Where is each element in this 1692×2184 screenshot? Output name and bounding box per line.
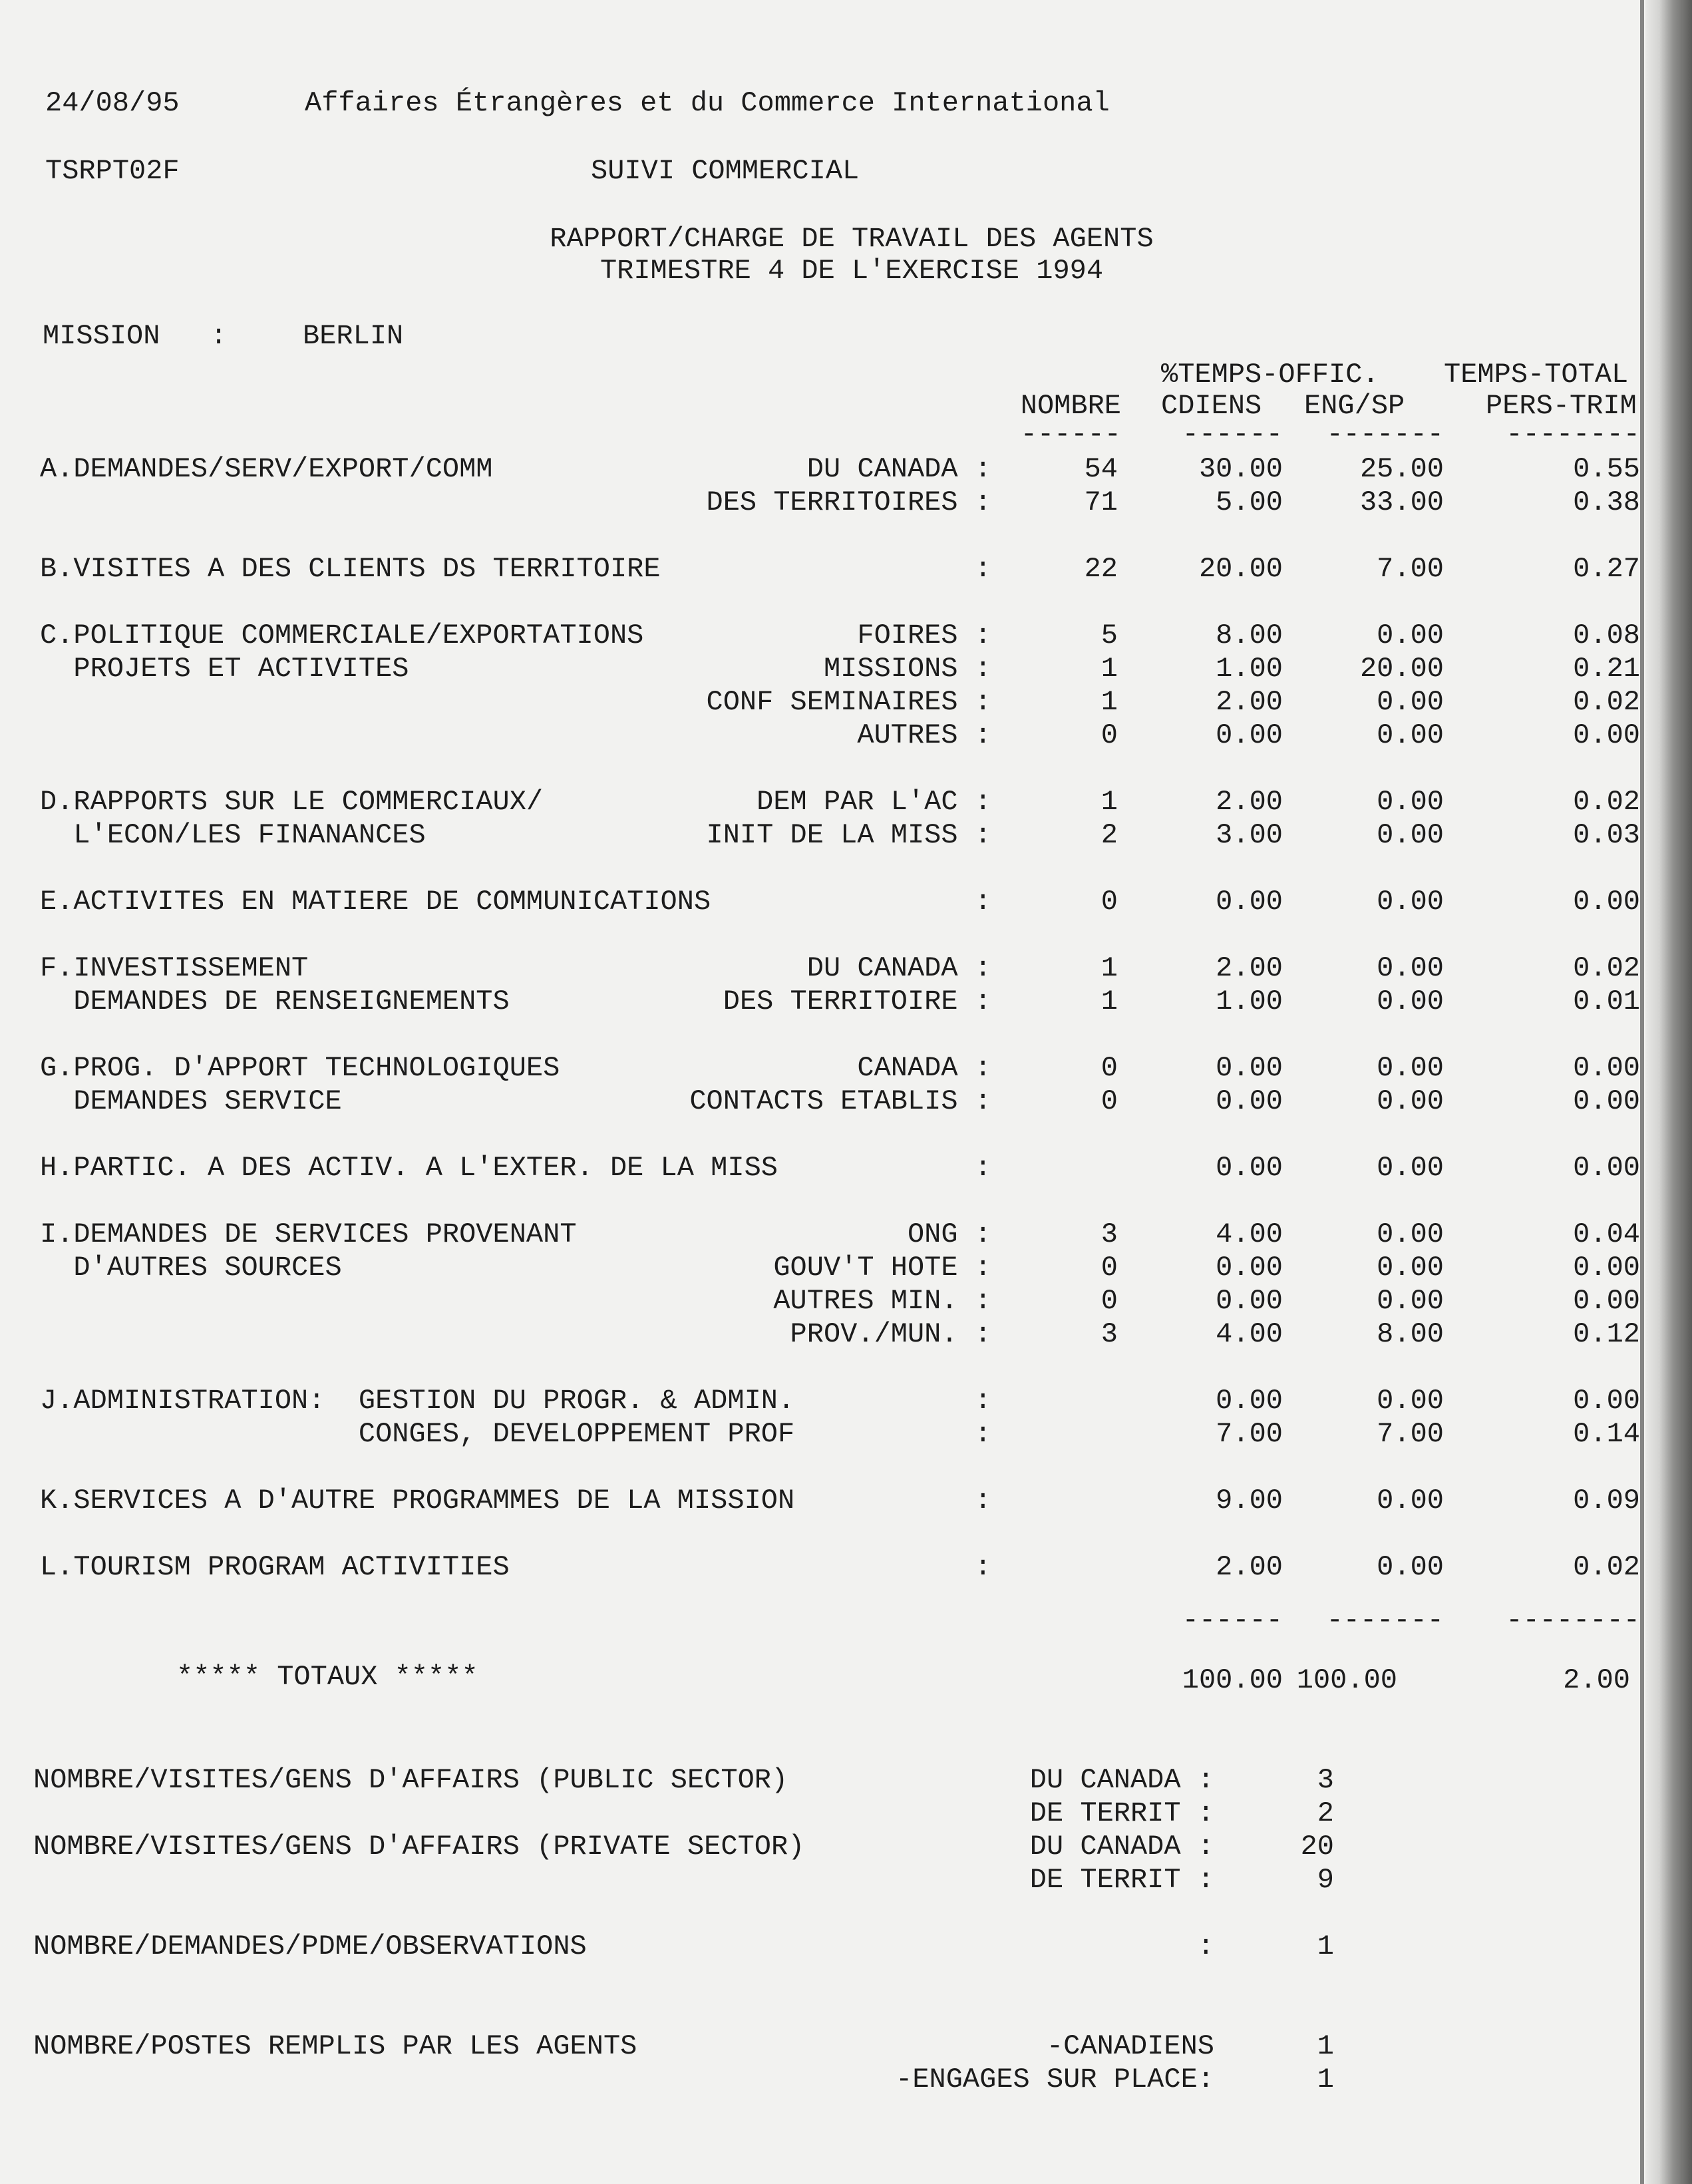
totals-cdiens: 100.00 <box>1182 1664 1283 1696</box>
row-pers: 0.02 <box>1573 786 1640 818</box>
row-nombre: 1 <box>1100 686 1118 718</box>
row-pers: 0.02 <box>1573 952 1640 984</box>
row-cdiens: 0.00 <box>1216 886 1283 918</box>
row-nombre: 54 <box>1084 453 1118 485</box>
row-sublabel: FOIRES : <box>857 620 991 651</box>
row-nombre: 0 <box>1100 1285 1118 1317</box>
row-cdiens: 3.00 <box>1216 819 1283 851</box>
footer-label: NOMBRE/DEMANDES/PDME/OBSERVATIONS <box>33 1930 587 1962</box>
footer-sublabel: : <box>1197 1930 1214 1962</box>
col-engsp-rule: ------- <box>1326 419 1444 451</box>
row-engsp: 0.00 <box>1377 1085 1444 1117</box>
row-sublabel: PROV./MUN. : <box>790 1318 991 1350</box>
row-pers: 0.09 <box>1573 1485 1640 1517</box>
row-cdiens: 0.00 <box>1216 1052 1283 1084</box>
row-label: H.PARTIC. A DES ACTIV. A L'EXTER. DE LA MISS <box>40 1152 778 1184</box>
row-pers: 0.00 <box>1573 1285 1640 1317</box>
row-sublabel: : <box>974 553 991 585</box>
row-label: C.POLITIQUE COMMERCIALE/EXPORTATIONS <box>40 620 644 651</box>
row-cdiens: 2.00 <box>1216 786 1283 818</box>
row-nombre: 22 <box>1084 553 1118 585</box>
row-engsp: 0.00 <box>1377 986 1444 1017</box>
row-nombre: 1 <box>1100 653 1118 685</box>
report-date: 24/08/95 <box>45 87 180 119</box>
row-sublabel: DES TERRITOIRES : <box>706 486 991 518</box>
mission-value: BERLIN <box>303 320 404 352</box>
row-sublabel: : <box>974 1152 991 1184</box>
row-engsp: 0.00 <box>1377 1485 1444 1517</box>
row-label: K.SERVICES A D'AUTRE PROGRAMMES DE LA MISSION <box>40 1485 795 1517</box>
row-label: E.ACTIVITES EN MATIERE DE COMMUNICATIONS <box>40 886 711 918</box>
col-perstrim: PERS-TRIM <box>1486 390 1637 422</box>
row-cdiens: 9.00 <box>1216 1485 1283 1517</box>
footer-sublabel: DU CANADA : <box>1029 1764 1214 1796</box>
row-nombre: 71 <box>1084 486 1118 518</box>
row-sublabel: : <box>974 1485 991 1517</box>
totals-engsp-rule: ------- <box>1326 1604 1444 1636</box>
row-label: DEMANDES DE RENSEIGNEMENTS <box>40 986 510 1017</box>
row-engsp: 25.00 <box>1359 453 1444 485</box>
row-engsp: 0.00 <box>1377 819 1444 851</box>
row-pers: 0.00 <box>1573 1152 1640 1184</box>
row-nombre: 0 <box>1100 1252 1118 1284</box>
row-engsp: 7.00 <box>1377 1418 1444 1450</box>
row-sublabel: : <box>974 1385 991 1417</box>
row-engsp: 0.00 <box>1377 719 1444 751</box>
footer-value: 2 <box>1317 1797 1334 1829</box>
report-code: TSRPT02F <box>45 155 180 187</box>
row-pers: 0.27 <box>1573 553 1640 585</box>
row-label: F.INVESTISSEMENT <box>40 952 309 984</box>
col-nombre: NOMBRE <box>1020 390 1121 422</box>
footer-sublabel: DU CANADA : <box>1029 1831 1214 1863</box>
row-sublabel: DU CANADA : <box>806 453 991 485</box>
row-nombre: 3 <box>1100 1318 1118 1350</box>
row-pers: 0.55 <box>1573 453 1640 485</box>
report-title-line1: RAPPORT/CHARGE DE TRAVAIL DES AGENTS <box>550 223 1154 255</box>
footer-value: 1 <box>1317 2064 1334 2095</box>
row-pers: 0.14 <box>1573 1418 1640 1450</box>
row-sublabel: AUTRES MIN. : <box>773 1285 991 1317</box>
row-label: PROJETS ET ACTIVITES <box>40 653 409 685</box>
row-cdiens: 5.00 <box>1216 486 1283 518</box>
row-engsp: 0.00 <box>1377 1218 1444 1250</box>
row-engsp: 0.00 <box>1377 1285 1444 1317</box>
row-label: L.TOURISM PROGRAM ACTIVITIES <box>40 1551 510 1583</box>
col-perstrim-rule: -------- <box>1506 419 1640 451</box>
row-label: I.DEMANDES DE SERVICES PROVENANT <box>40 1218 577 1250</box>
row-cdiens: 1.00 <box>1216 653 1283 685</box>
col-nombre-rule: ------ <box>1020 419 1121 451</box>
row-sublabel: : <box>974 886 991 918</box>
row-engsp: 20.00 <box>1359 653 1444 685</box>
row-pers: 0.00 <box>1573 719 1640 751</box>
row-label: G.PROG. D'APPORT TECHNOLOGIQUES <box>40 1052 560 1084</box>
system-name: SUIVI COMMERCIAL <box>591 155 860 187</box>
totals-label: ***** TOTAUX ***** <box>176 1661 478 1693</box>
row-label: D'AUTRES SOURCES <box>40 1252 342 1284</box>
row-engsp: 0.00 <box>1377 1152 1444 1184</box>
row-engsp: 0.00 <box>1377 1385 1444 1417</box>
row-pers: 0.00 <box>1573 1052 1640 1084</box>
row-pers: 0.12 <box>1573 1318 1640 1350</box>
row-pers: 0.00 <box>1573 1085 1640 1117</box>
row-engsp: 0.00 <box>1377 952 1444 984</box>
row-sublabel: MISSIONS : <box>823 653 991 685</box>
row-pers: 0.00 <box>1573 1385 1640 1417</box>
row-cdiens: 0.00 <box>1216 1252 1283 1284</box>
row-label: B.VISITES A DES CLIENTS DS TERRITOIRE <box>40 553 661 585</box>
row-cdiens: 20.00 <box>1198 553 1283 585</box>
row-label: D.RAPPORTS SUR LE COMMERCIAUX/ <box>40 786 544 818</box>
row-pers: 0.21 <box>1573 653 1640 685</box>
scan-edge-line <box>1640 0 1644 2184</box>
totals-pers-rule: -------- <box>1506 1604 1640 1636</box>
footer-value: 20 <box>1300 1831 1334 1863</box>
row-engsp: 33.00 <box>1359 486 1444 518</box>
row-cdiens: 2.00 <box>1216 1551 1283 1583</box>
row-engsp: 7.00 <box>1377 553 1444 585</box>
row-sublabel: CONF SEMINAIRES : <box>706 686 991 718</box>
row-sublabel: DES TERRITOIRE : <box>723 986 991 1017</box>
row-cdiens: 4.00 <box>1216 1218 1283 1250</box>
row-label: J.ADMINISTRATION: GESTION DU PROGR. & ADMIN. <box>40 1385 795 1417</box>
footer-value: 9 <box>1317 1864 1334 1896</box>
row-sublabel: CONTACTS ETABLIS : <box>689 1085 991 1117</box>
col-cdiens-rule: ------ <box>1182 419 1283 451</box>
row-sublabel: GOUV'T HOTE : <box>773 1252 991 1284</box>
row-nombre: 2 <box>1100 819 1118 851</box>
mission-label: MISSION : <box>43 320 228 352</box>
footer-sublabel: DE TERRIT : <box>1029 1864 1214 1896</box>
row-sublabel: CANADA : <box>857 1052 991 1084</box>
row-nombre: 0 <box>1100 1085 1118 1117</box>
row-label: L'ECON/LES FINANANCES <box>40 819 426 851</box>
row-pers: 0.08 <box>1573 620 1640 651</box>
row-nombre: 1 <box>1100 952 1118 984</box>
row-cdiens: 30.00 <box>1198 453 1283 485</box>
row-engsp: 8.00 <box>1377 1318 1444 1350</box>
row-sublabel: AUTRES : <box>857 719 991 751</box>
row-cdiens: 4.00 <box>1216 1318 1283 1350</box>
row-nombre: 1 <box>1100 986 1118 1017</box>
row-cdiens: 8.00 <box>1216 620 1283 651</box>
row-pers: 0.03 <box>1573 819 1640 851</box>
row-engsp: 0.00 <box>1377 1252 1444 1284</box>
row-pers: 0.02 <box>1573 686 1640 718</box>
row-sublabel: : <box>974 1551 991 1583</box>
row-engsp: 0.00 <box>1377 620 1444 651</box>
row-pers: 0.02 <box>1573 1551 1640 1583</box>
footer-value: 3 <box>1317 1764 1334 1796</box>
totals-engsp: 100.00 <box>1296 1664 1397 1696</box>
row-nombre: 0 <box>1100 1052 1118 1084</box>
footer-label: NOMBRE/VISITES/GENS D'AFFAIRS (PRIVATE SECTOR) <box>33 1831 805 1863</box>
row-nombre: 3 <box>1100 1218 1118 1250</box>
row-nombre: 1 <box>1100 786 1118 818</box>
ministry-name: Affaires Étrangères et du Commerce International <box>305 87 1110 119</box>
totals-pers: 2.00 <box>1563 1664 1630 1696</box>
row-nombre: 0 <box>1100 886 1118 918</box>
row-pers: 0.04 <box>1573 1218 1640 1250</box>
scan-edge-shadow <box>1645 0 1692 2184</box>
row-sublabel: ONG : <box>907 1218 991 1250</box>
row-engsp: 0.00 <box>1377 686 1444 718</box>
row-pers: 0.01 <box>1573 986 1640 1017</box>
col-cdiens: CDIENS <box>1161 390 1262 422</box>
footer-sublabel: DE TERRIT : <box>1029 1797 1214 1829</box>
row-cdiens: 0.00 <box>1216 1085 1283 1117</box>
row-cdiens: 0.00 <box>1216 1385 1283 1417</box>
row-sublabel: INIT DE LA MISS : <box>706 819 991 851</box>
report-title-line2: TRIMESTRE 4 DE L'EXERCISE 1994 <box>599 255 1104 287</box>
col-group-temps-total: TEMPS-TOTAL <box>1444 359 1629 391</box>
footer-sublabel: -ENGAGES SUR PLACE: <box>896 2064 1214 2095</box>
row-pers: 0.00 <box>1573 1252 1640 1284</box>
row-nombre: 5 <box>1100 620 1118 651</box>
row-cdiens: 7.00 <box>1216 1418 1283 1450</box>
row-engsp: 0.00 <box>1377 886 1444 918</box>
footer-value: 1 <box>1317 1930 1334 1962</box>
footer-label: NOMBRE/POSTES REMPLIS PAR LES AGENTS <box>33 2030 637 2062</box>
row-cdiens: 2.00 <box>1216 952 1283 984</box>
row-label: A.DEMANDES/SERV/EXPORT/COMM <box>40 453 493 485</box>
row-sublabel: DU CANADA : <box>806 952 991 984</box>
row-pers: 0.00 <box>1573 886 1640 918</box>
footer-sublabel: -CANADIENS <box>1046 2030 1214 2062</box>
col-group-temps-offic: %TEMPS-OFFIC. <box>1161 359 1379 391</box>
row-cdiens: 0.00 <box>1216 719 1283 751</box>
row-nombre: 0 <box>1100 719 1118 751</box>
row-sublabel: : <box>974 1418 991 1450</box>
row-cdiens: 0.00 <box>1216 1152 1283 1184</box>
footer-value: 1 <box>1317 2030 1334 2062</box>
row-cdiens: 2.00 <box>1216 686 1283 718</box>
col-engsp: ENG/SP <box>1304 390 1405 422</box>
row-label: DEMANDES SERVICE <box>40 1085 342 1117</box>
row-sublabel: DEM PAR L'AC : <box>757 786 991 818</box>
row-engsp: 0.00 <box>1377 786 1444 818</box>
totals-cdiens-rule: ------ <box>1182 1604 1283 1636</box>
row-engsp: 0.00 <box>1377 1551 1444 1583</box>
row-cdiens: 1.00 <box>1216 986 1283 1017</box>
row-cdiens: 0.00 <box>1216 1285 1283 1317</box>
row-engsp: 0.00 <box>1377 1052 1444 1084</box>
row-pers: 0.38 <box>1573 486 1640 518</box>
footer-label: NOMBRE/VISITES/GENS D'AFFAIRS (PUBLIC SECTOR) <box>33 1764 788 1796</box>
row-label: CONGES, DEVELOPPEMENT PROF <box>40 1418 795 1450</box>
